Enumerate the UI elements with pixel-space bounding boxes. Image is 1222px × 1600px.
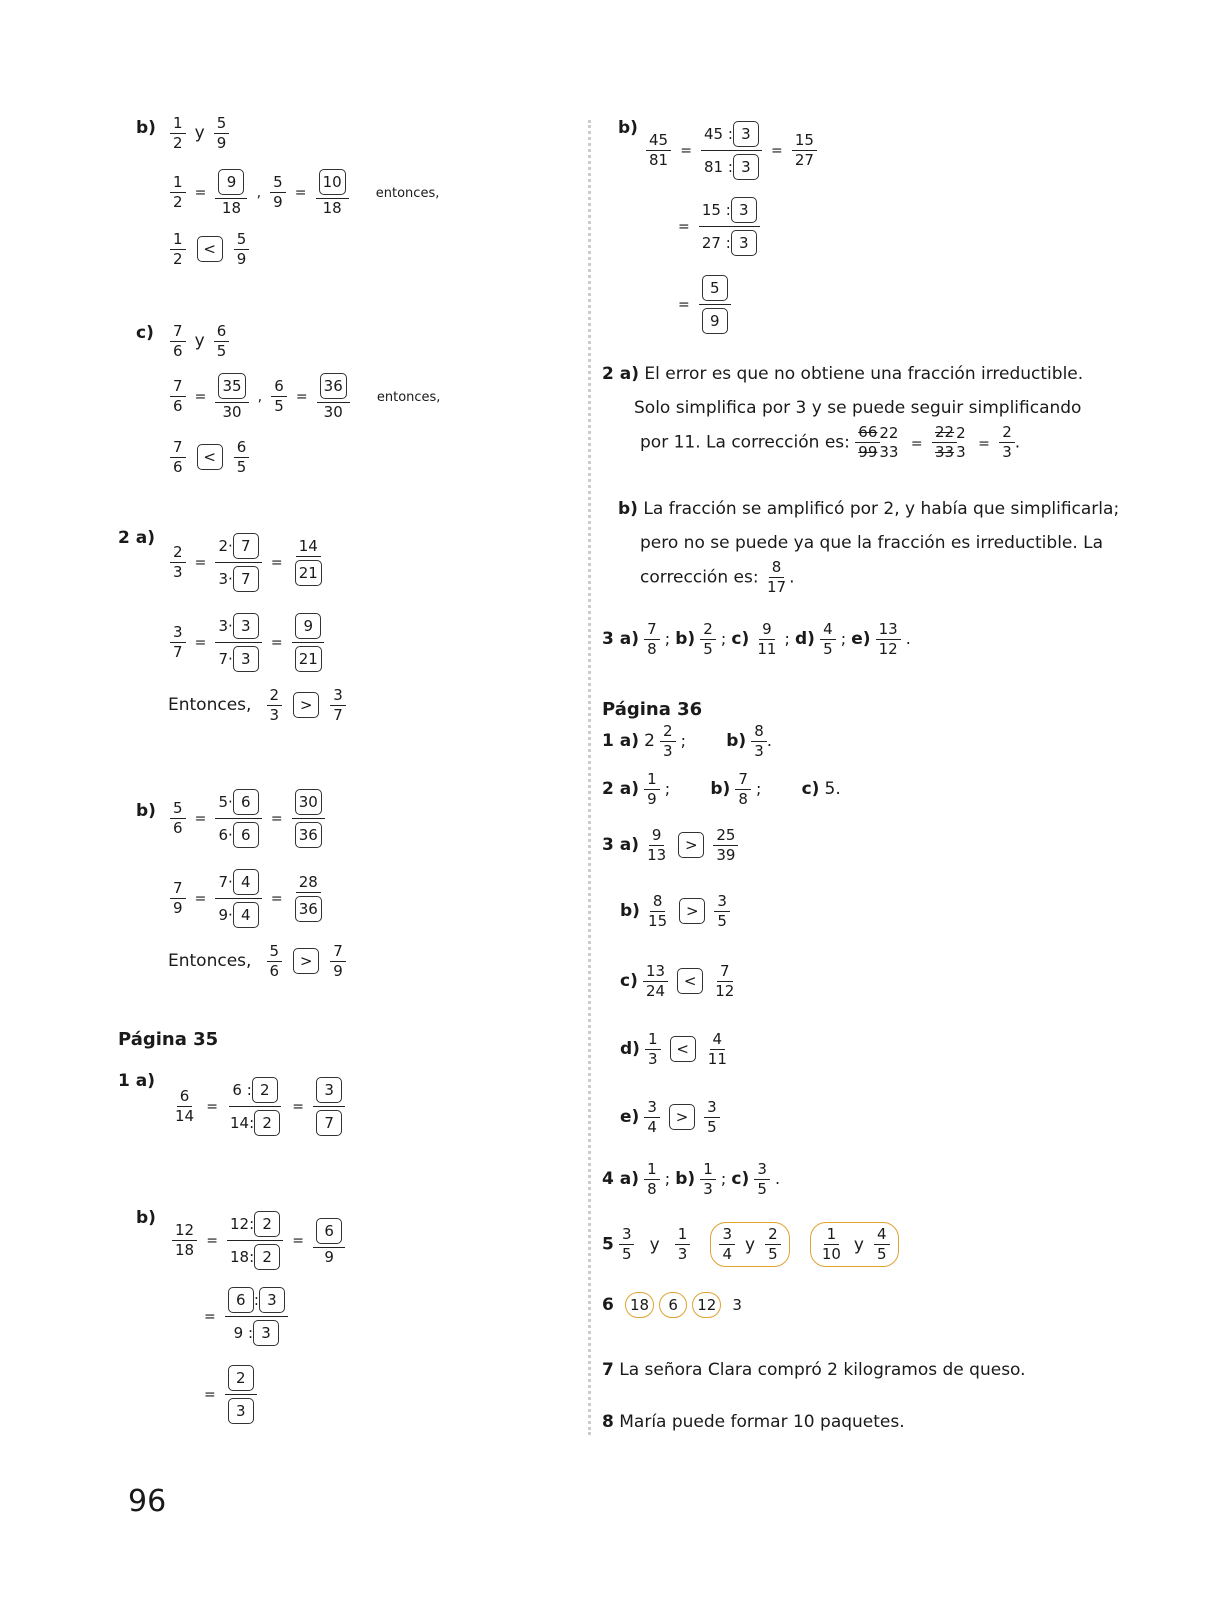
p36-answer-3b: b) $\frac{8}{15}$ > $\frac{3}{5}$	[620, 894, 730, 929]
circled-number: 12	[692, 1292, 721, 1318]
item-label: b)	[618, 118, 638, 138]
p36-answer-8: 8 María puede formar 10 paquetes.	[602, 1412, 905, 1432]
equivalence-row: $\frac{7}{6}$ = $\frac{35}{30}$ , $\frac{6}{5}$ = $\frac{36}{30}$ entonces,	[170, 372, 440, 420]
amplification-row: $\frac{2}{3}$ = $\frac{2\cdot 7}{3\cdot 7}$ = $\frac{14}{21}$	[170, 532, 325, 593]
p36-answer-5: 5 $\frac{3}{5}$ y $\frac{1}{3}$ $\frac{3}{4}$ y $\frac{2}{5}$ $\frac{1}{10}$ y $\frac{4}{5}$	[602, 1222, 899, 1267]
equivalence-row: $\frac{1}{2}$ = $\frac{9}{18}$ , $\frac{5}{9}$ = $\frac{10}{18}$ entonces,	[170, 168, 439, 216]
amplification-row: $\frac{3}{7}$ = $\frac{3\cdot 3}{7\cdot 3}$ = $\frac{9}{21}$	[170, 612, 325, 673]
conclusion-row: Entonces, $\frac{2}{3}$ > $\frac{3}{7}$	[168, 688, 346, 723]
amplification-row: $\frac{5}{6}$ = $\frac{5\cdot 6}{6\cdot 6}$ = $\frac{30}{36}$	[170, 788, 325, 849]
result-row: = $\frac{2}{3}$	[200, 1364, 257, 1425]
item-label: c)	[136, 323, 154, 343]
p36-answer-7: 7 La señora Clara compró 2 kilogramos de queso.	[602, 1360, 1026, 1380]
answer-2b: b) La fracción se amplificó por 2, y había que simplificarla; pero no se puede ya que la fracción es irreductible. La corrección es: $\frac{8}{17}$ .	[618, 499, 1120, 596]
column-divider	[588, 120, 591, 1435]
p36-answer-1: 1 a) 2 $\frac{2}{3}$ ; b) $\frac{8}{3}$ .	[602, 722, 772, 760]
simplification-row: = $\frac{6 : 3}{9 : 3}$	[200, 1286, 288, 1347]
item-label: b)	[136, 801, 156, 821]
item-label: b)	[136, 1208, 156, 1228]
result-row: = $\frac{5}{9}$	[674, 274, 731, 335]
answer-box: 10	[319, 169, 346, 195]
answer-box: 36	[320, 373, 347, 399]
section-heading: Página 35	[118, 1029, 219, 1050]
comparison-row: $\frac{7}{6}$ < $\frac{6}{5}$	[170, 440, 249, 475]
conclusion-row: Entonces, $\frac{5}{6}$ > $\frac{7}{9}$	[168, 944, 346, 979]
answer-3: 3 a) $\frac{7}{8}$ ; b) $\frac{2}{5}$ ; c) $\frac{9}{11}$ ; d) $\frac{4}{5}$ ; e) $\frac{13}{12}$ .	[602, 620, 911, 658]
circled-number: 6	[659, 1292, 687, 1318]
item-label: 2 a)	[118, 528, 155, 548]
p36-answer-3e: e) $\frac{3}{4}$ > $\frac{3}{5}$	[620, 1100, 720, 1135]
simplification-row: $\frac{6}{14}$ = $\frac{6 : 2}{14: 2}$ = $\frac{3}{7}$	[172, 1076, 345, 1137]
simplification-row: $\frac{45}{81}$ = $\frac{45 : 3}{81 : 3}$ = $\frac{15}{27}$	[646, 120, 817, 181]
sign-box: <	[197, 236, 223, 262]
item-label: 1 a)	[118, 1071, 155, 1091]
comparison-row: $\frac{1}{2}$ < $\frac{5}{9}$	[170, 232, 249, 267]
answer-2a: 2 a) El error es que no obtiene una fracción irreductible. Solo simplifica por 3 y se puede seguir simplificando por 11. La corrección es: $\frac{66}{99}$ 22 33 = $\frac{22}{33}$ 2 3 = $\frac{2}{3}$ .	[602, 364, 1084, 461]
amplification-row: $\frac{7}{9}$ = $\frac{7\cdot 4}{9\cdot 4}$ = $\frac{28}{36}$	[170, 868, 325, 929]
page-number: 96	[128, 1484, 167, 1519]
correct-pair-highlight: $\frac{1}{10}$ y $\frac{4}{5}$	[810, 1222, 899, 1267]
p36-answer-2: 2 a) $\frac{1}{9}$ ; b) $\frac{7}{8}$ ; c) 5.	[602, 770, 841, 808]
fraction-pair: $\frac{1}{2}$ y $\frac{5}{9}$	[170, 116, 229, 151]
p36-answer-3d: d) $\frac{1}{3}$ < $\frac{4}{11}$	[620, 1030, 727, 1068]
p36-answer-3a: 3 a) $\frac{9}{13}$ > $\frac{25}{39}$	[602, 828, 738, 863]
simplification-row: $\frac{12}{18}$ = $\frac{12: 2}{18: 2}$ = $\frac{6}{9}$	[172, 1210, 345, 1271]
circled-number: 18	[625, 1292, 654, 1318]
fraction-pair: $\frac{7}{6}$ y $\frac{6}{5}$	[170, 324, 229, 359]
simplification-row: = $\frac{15 : 3}{27 : 3}$	[674, 196, 760, 257]
answer-box: 9	[218, 169, 244, 195]
p36-answer-6: 6 18 6 12 3	[602, 1292, 742, 1318]
p36-answer-4: 4 a) $\frac{1}{8}$ ; b) $\frac{1}{3}$ ; c) $\frac{3}{5}$ .	[602, 1160, 781, 1198]
answer-box: 35	[218, 373, 245, 399]
sign-box: <	[197, 444, 223, 470]
section-heading: Página 36	[602, 699, 703, 720]
p36-answer-3c: c) $\frac{13}{24}$ < $\frac{7}{12}$	[620, 962, 735, 1000]
correct-pair-highlight: $\frac{3}{4}$ y $\frac{2}{5}$	[710, 1222, 789, 1267]
item-label: b)	[136, 118, 156, 138]
